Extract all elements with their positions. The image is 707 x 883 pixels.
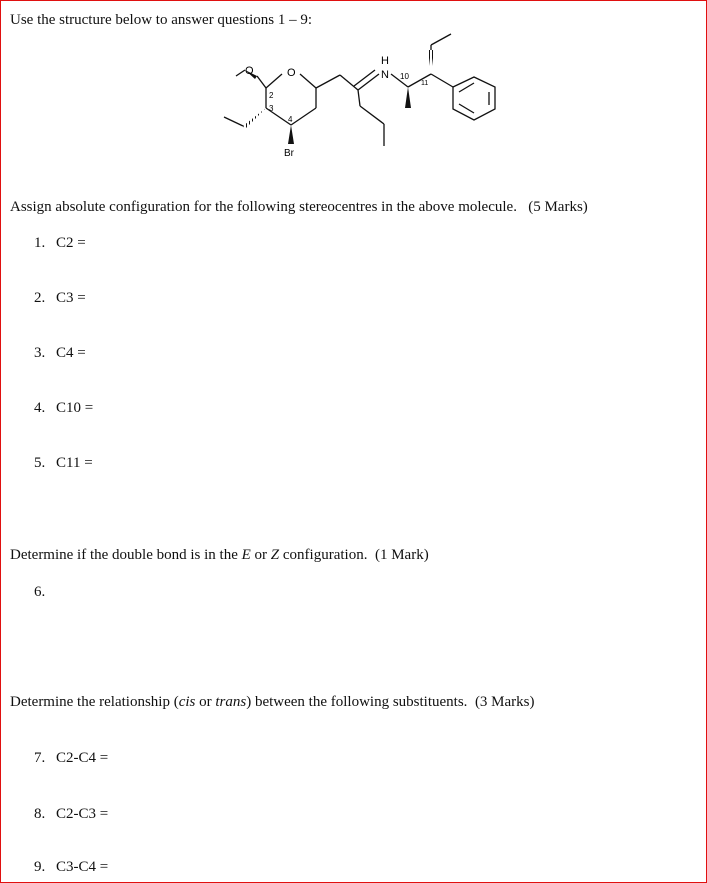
question-text: C4 = <box>56 345 86 361</box>
question-text: C2-C3 = <box>56 806 109 822</box>
cis-label: cis <box>178 694 196 710</box>
section2-prompt <box>10 547 429 564</box>
section2-prompt-b: configuration. <box>279 547 368 563</box>
question-number: 3. <box>34 345 46 361</box>
question-number: 1. <box>34 235 46 251</box>
z-label: Z <box>270 547 280 563</box>
locant-c2: 2 <box>269 91 274 100</box>
question-number: 5. <box>34 455 46 471</box>
section3-prompt-b: ) between the following substituents. <box>246 694 468 710</box>
locant-c11: 11 <box>421 80 429 87</box>
section2-marks: (1 Mark) <box>374 547 429 563</box>
atom-o-ring: O <box>287 67 296 79</box>
question-4 <box>34 400 93 417</box>
question-number: 6. <box>34 584 46 600</box>
question-text: C2-C4 = <box>56 750 109 766</box>
atom-n-h: H <box>381 55 389 67</box>
atom-o-methoxy: O <box>245 65 254 77</box>
question-number: 9. <box>34 859 46 875</box>
question-number: 7. <box>34 750 46 766</box>
question-6 <box>34 584 56 601</box>
question-number: 2. <box>34 290 46 306</box>
section3-marks: (3 Marks) <box>474 694 535 710</box>
locant-c4: 4 <box>288 115 293 124</box>
atom-br: Br <box>284 148 294 159</box>
question-number: 4. <box>34 400 46 416</box>
section3-prompt <box>10 694 535 711</box>
question-9 <box>34 859 108 876</box>
intro-text: Use the structure below to answer questions 1 – 9: <box>10 12 313 28</box>
question-1 <box>34 235 86 252</box>
or-text: or <box>195 694 216 710</box>
section1-marks: (5 Marks) <box>528 199 588 215</box>
question-text: C11 = <box>56 455 93 471</box>
locant-c3: 3 <box>269 104 274 113</box>
e-label: E <box>241 547 251 563</box>
question-text: C3 = <box>56 290 86 306</box>
section3-prompt-a: Determine the relationship ( <box>10 694 179 710</box>
question-3 <box>34 345 86 362</box>
question-7 <box>34 750 108 767</box>
section1-prompt-text: Assign absolute configuration for the following stereocentres in the above molecule. <box>10 199 517 215</box>
question-text: C3-C4 = <box>56 859 109 875</box>
question-text: C2 = <box>56 235 86 251</box>
question-text: C10 = <box>56 400 94 416</box>
question-number: 8. <box>34 806 46 822</box>
trans-label: trans <box>215 694 247 710</box>
section1-prompt <box>10 199 588 216</box>
atom-n: N <box>381 69 389 81</box>
or-text: or <box>250 547 271 563</box>
question-2 <box>34 290 86 307</box>
question-8 <box>34 806 108 823</box>
locant-c10: 10 <box>400 72 409 81</box>
section2-prompt-a: Determine if the double bond is in the <box>10 547 242 563</box>
question-5 <box>34 455 93 472</box>
